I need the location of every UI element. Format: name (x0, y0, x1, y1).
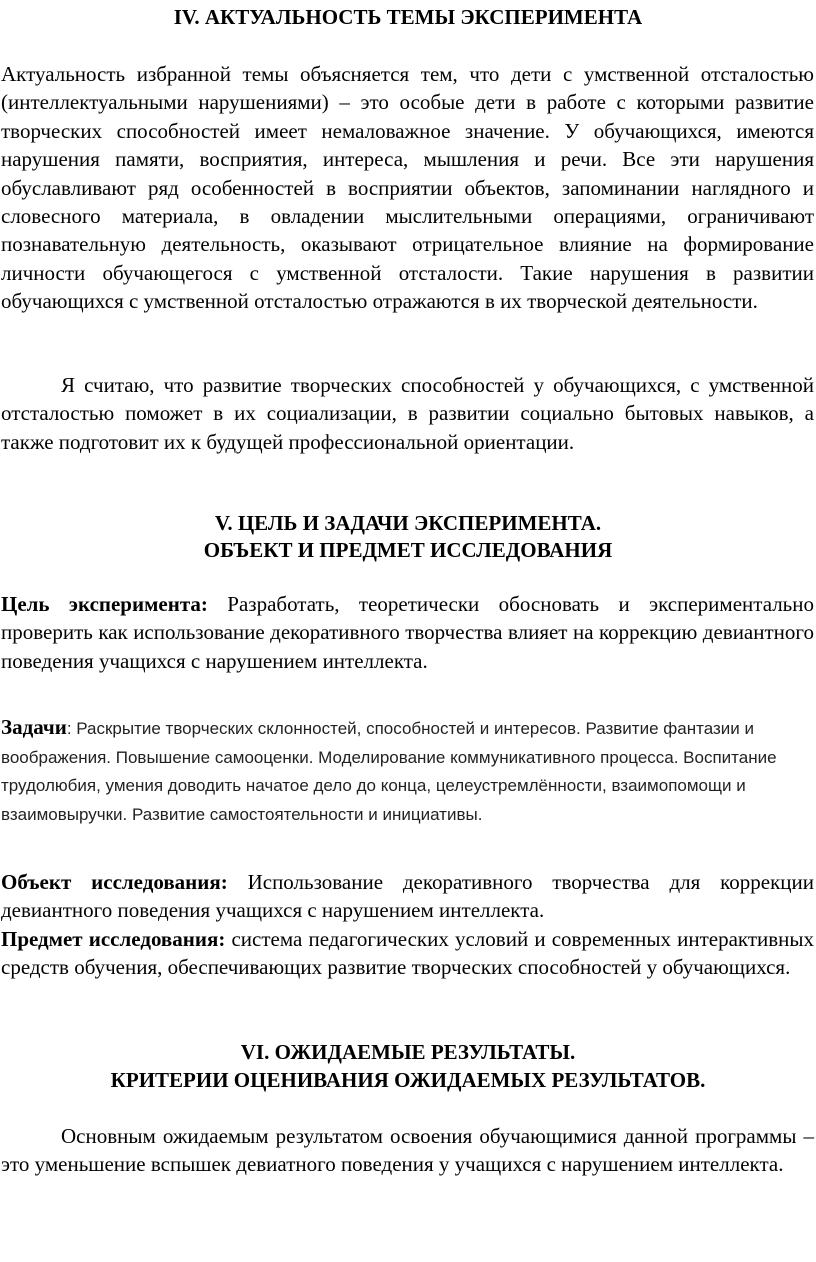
object-paragraph (1, 868, 814, 925)
tasks-label: Задачи (1, 715, 67, 739)
section-5-heading-line-2: ОБЪЕКТ И ПРЕДМЕТ ИССЛЕДОВАНИЯ (203, 538, 613, 562)
subject-text: система педагогических условий и современных интерактивных средств обучения, обеспечивающих развитие творческих способностей у обучающихся. (1, 927, 814, 980)
goal-text: Разработать, теоретически обосновать и экспериментально проверить как использование декоративного творчества влияет на коррекцию девиантного поведения учащихся с нарушением интеллекта. (1, 592, 815, 673)
section-4-paragraph-1: Актуальность избранной темы объясняется тем, что дети с умственной отсталостью (интеллектуальными нарушениями) – это особые дети в работе с которыми развитие творческих способностей имеет немаловажное значение. У обучающихся, имеются нарушения памяти, восприятия, интереса, мышления и речи. Все эти нарушения обуславливают ряд особенностей в восприятии объектов, запоминании наглядного и словесного материала, в овладении мыслительными операциями, ограничивают познавательную деятельность, оказывают отрицательное влияние на формирование личности обучающегося с умственной отсталости. Такие нарушения в развитии обучающихся с умственной отсталостью отражаются в их творческой деятельности. (1, 62, 814, 314)
section-4-paragraph-2: Я считаю, что развитие творческих способностей у обучающихся, с умственной отсталостью поможет в их социализации, в развитии социально бытовых навыков, а также подготовит их к будущей профессиональной ориентации. (1, 373, 814, 454)
section-6-heading-line-1: VI. ОЖИДАЕМЫЕ РЕЗУЛЬТАТЫ. (240, 1040, 576, 1064)
tasks-text: : Раскрытие творческих склонностей, способностей и интересов. Развитие фантазии и воображения. Повышение самооценки. Моделирование коммуникативного процесса. Воспитание трудолюбия, умения доводить начатое дело до конца, целеустремлённости, взаимопомощи и взаимовыручки. Развитие самостоятельности и инициативы. (1, 719, 777, 824)
goal-label: Цель эксперимента: (1, 592, 208, 616)
goal-paragraph (1, 590, 814, 675)
subject-paragraph (1, 925, 814, 982)
section-6-heading-line-2: КРИТЕРИИ ОЦЕНИВАНИЯ ОЖИДАЕМЫХ РЕЗУЛЬТАТОВ. (110, 1068, 706, 1092)
object-label: Объект исследования: (1, 870, 228, 894)
subject-label: Предмет исследования: (1, 927, 226, 951)
tasks-paragraph (1, 713, 816, 829)
section-5-heading-line-1: V. ЦЕЛЬ И ЗАДАЧИ ЭКСПЕРИМЕНТА. (214, 511, 602, 535)
object-text: Использование декоративного творчества для коррекции девиантного поведения учащихся с нарушением интеллекта. (1, 870, 815, 923)
section-6-paragraph-1: Основным ожидаемым результатом освоения обучающимися данной программы – это уменьшение вспышек девиатного поведения у учащихся с нарушением интеллекта. (1, 1124, 814, 1177)
section-4-heading: IV. АКТУАЛЬНОСТЬ ТЕМЫ ЭКСПЕРИМЕНТА (173, 5, 643, 29)
